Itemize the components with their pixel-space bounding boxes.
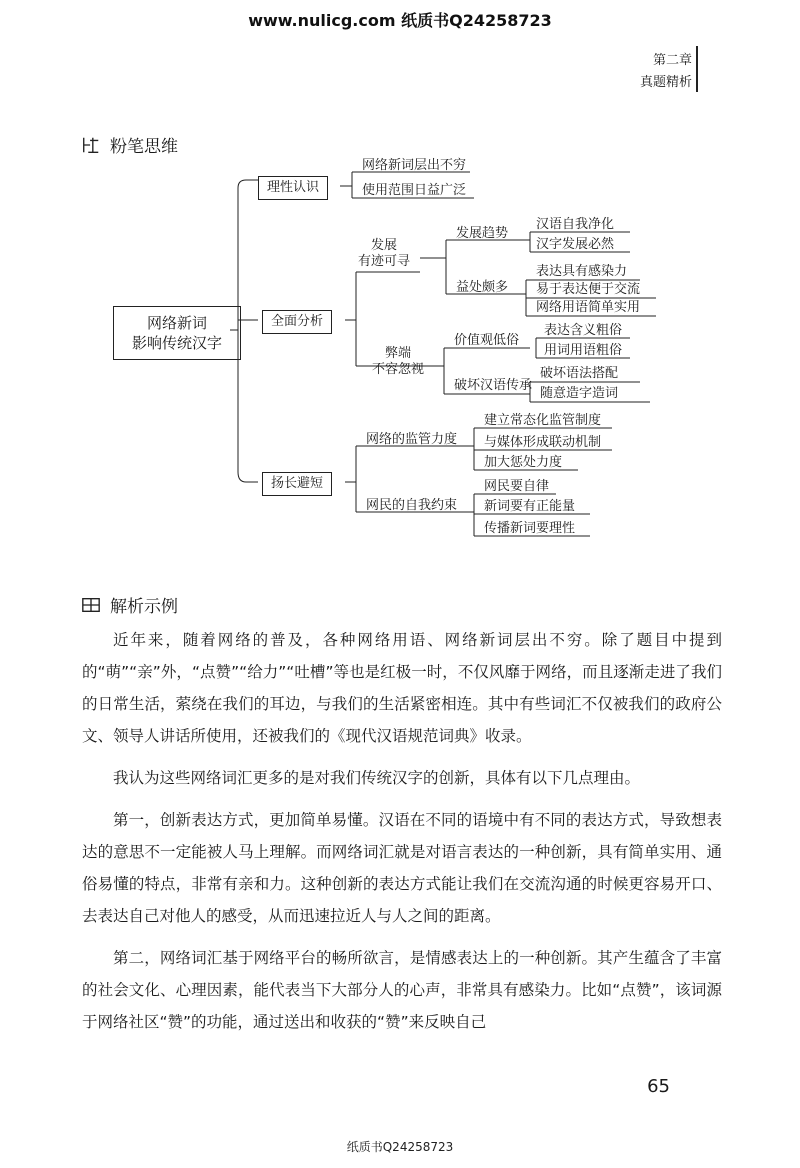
paragraph: 第二，网络词汇基于网络平台的畅所欲言，是情感表达上的一种创新。其产生蕴含了丰富的社会文化、心理因素，能代表当下大部分人的心声，非常具有感染力。比如“点赞”，该词源于网络社区“赞”的功能，通过送出和收获的“赞”来反映自己	[82, 949, 722, 1031]
leaf-item: 加大惩处力度	[484, 455, 563, 470]
paragraph: 我认为这些网络词汇更多的是对我们传统汉字的创新，具体有以下几点理由。	[113, 769, 641, 787]
branch1-item-2: 使用范围日益广泛	[362, 183, 467, 198]
branch3-sub2: 网民的自我约束	[366, 498, 458, 513]
leaf-item: 表达含义粗俗	[544, 323, 623, 338]
mindmap-connectors	[0, 0, 800, 560]
leaf-item: 汉语自我净化	[536, 217, 615, 232]
branch-strengths-weaknesses: 扬长避短	[262, 472, 332, 496]
leaf-item: 建立常态化监管制度	[484, 413, 602, 428]
leaf-item: 网络用语简单实用	[536, 300, 641, 315]
branch1-item-1: 网络新词层出不穷	[362, 158, 467, 173]
analysis-body	[82, 624, 722, 1048]
leaf-item: 随意造字造词	[540, 386, 619, 401]
chapter-subtitle: 真题精析	[639, 75, 692, 90]
sub2-leaf1: 价值观低俗	[454, 333, 520, 348]
branch-rational-understanding: 理性认识	[258, 176, 328, 200]
paragraph: 第一，创新表达方式，更加简单易懂。汉语在不同的语境中有不同的表达方式，导致想表达的意思不一定能被人马上理解。而网络词汇就是对语言表达的一种创新，具有简单实用、通俗易懂的特点，非常有亲和力。这种创新的表达方式能让我们在交流沟通的时候更容易开口、去表达自己对他人的感受，从而迅速拉近人与人之间的距离。	[82, 811, 722, 925]
leaf-item: 传播新词要理性	[484, 521, 576, 536]
top-watermark: www.nulicg.com 纸质书Q24258723	[248, 11, 552, 30]
branch3-sub1: 网络的监管力度	[366, 432, 458, 447]
branch-comprehensive-analysis: 全面分析	[262, 310, 332, 334]
section-icon	[80, 595, 102, 615]
mindmap-root: 网络新词 影响传统汉字	[113, 306, 241, 360]
leaf-item: 破坏语法搭配	[540, 366, 619, 381]
sub1-leaf2: 益处颇多	[456, 280, 509, 295]
leaf-item: 表达具有感染力	[536, 264, 628, 279]
sub1-leaf1: 发展趋势	[456, 226, 509, 241]
sub2-leaf2: 破坏汉语传承	[454, 378, 533, 393]
page-number: 65	[647, 1076, 670, 1097]
leaf-item: 用词用语粗俗	[544, 343, 623, 358]
chapter-title: 第二章	[652, 53, 692, 68]
branch2-sub2: 弊端 不容忽视	[372, 346, 425, 377]
paragraph: 近年来，随着网络的普及，各种网络用语、网络新词层出不穷。除了题目中提到的“萌”“亲”外，“点赞”“给力”“吐槽”等也是红极一时，不仅风靡于网络，而且逐渐走进了我们的日常生活，萦绕在我们的耳边，与我们的生活紧密相连。其中有些词汇不仅被我们的政府公文、领导人讲话所使用，还被我们的《现代汉语规范词典》收录。	[82, 631, 722, 745]
leaf-item: 与媒体形成联动机制	[484, 435, 602, 450]
analysis-heading	[80, 592, 178, 617]
mindmap-title: 粉笔思维	[110, 137, 178, 157]
bottom-watermark: 纸质书Q24258723	[346, 1140, 454, 1154]
leaf-item: 汉字发展必然	[536, 237, 615, 252]
branch2-sub1: 发展 有迹可寻	[358, 238, 411, 269]
analysis-title: 解析示例	[110, 597, 178, 617]
leaf-item: 网民要自律	[484, 479, 550, 494]
leaf-item: 易于表达便于交流	[536, 282, 641, 297]
leaf-item: 新词要有正能量	[484, 499, 576, 514]
